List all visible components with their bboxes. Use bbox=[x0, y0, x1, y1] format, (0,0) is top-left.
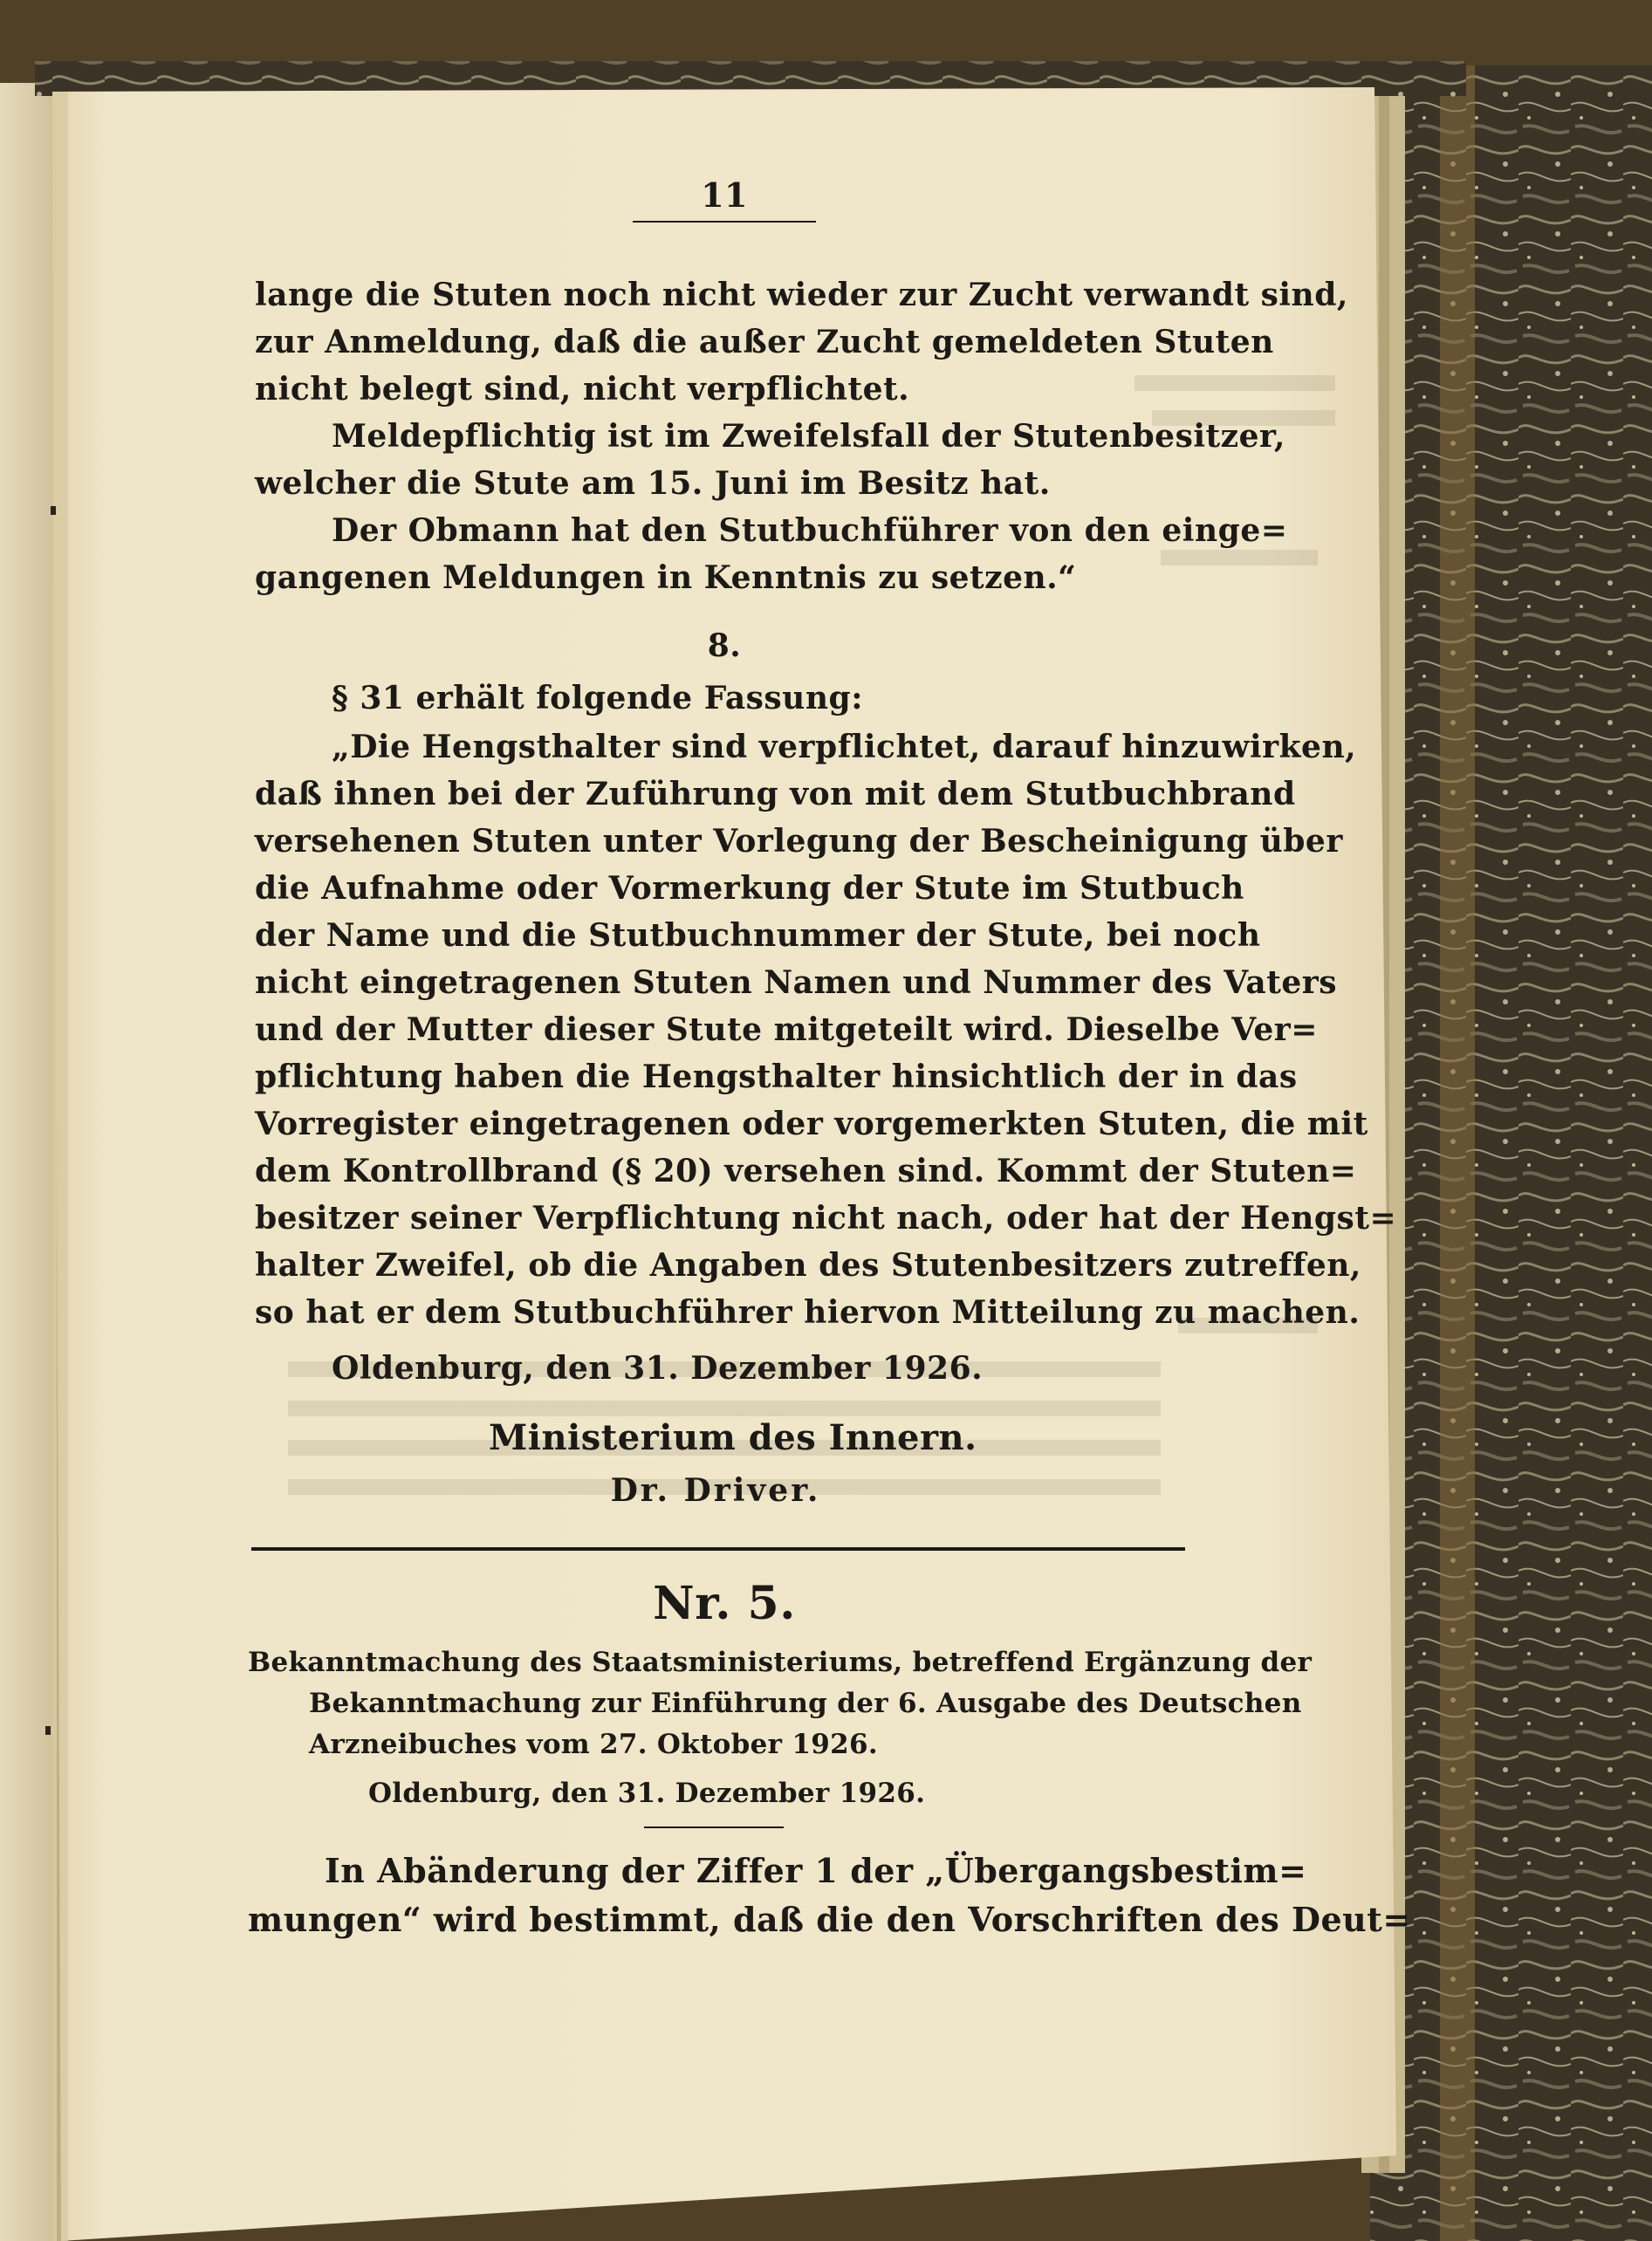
text-line: so hat er dem Stutbuchführer hiervon Mitteilung zu machen. bbox=[255, 1294, 1361, 1331]
text-line: pflichtung haben die Hengsthalter hinsichtlich der in das bbox=[255, 1059, 1298, 1095]
text-line: halter Zweifel, ob die Angaben des Stutenbesitzers zutreffen, bbox=[255, 1247, 1361, 1284]
announcement-date: Oldenburg, den 31. Dezember 1926. bbox=[368, 1778, 926, 1809]
place-date: Oldenburg, den 31. Dezember 1926. bbox=[332, 1350, 984, 1387]
text-line: daß ihnen bei der Zuführung von mit dem Stutbuchbrand bbox=[255, 776, 1296, 812]
ministry-name: Ministerium des Innern. bbox=[489, 1417, 977, 1458]
text-line: besitzer seiner Verpflichtung nicht nach, oder hat der Hengst= bbox=[255, 1200, 1397, 1237]
section-divider bbox=[251, 1547, 1185, 1551]
text-line: Vorregister eingetragenen oder vorgemerkten Stuten, die mit bbox=[255, 1106, 1368, 1142]
text-line: der Name und die Stutbuchnummer der Stute, bei noch bbox=[255, 917, 1261, 954]
section-intro: § 31 erhält folgende Fassung: bbox=[332, 680, 863, 716]
signature: Dr. Driver. bbox=[610, 1472, 821, 1509]
section-number: 8. bbox=[707, 627, 742, 664]
page-number: 11 bbox=[701, 175, 748, 215]
text-line: gangenen Meldungen in Kenntnis zu setzen.“ bbox=[255, 559, 1077, 596]
text-line: zur Anmeldung, daß die außer Zucht gemeldeten Stuten bbox=[255, 324, 1274, 360]
nr-heading: Nr. 5. bbox=[653, 1577, 796, 1630]
announcement-line: Arzneibuches vom 27. Oktober 1926. bbox=[309, 1729, 878, 1760]
text-line: Meldepflichtig ist im Zweifelsfall der Stutenbesitzer, bbox=[332, 418, 1285, 455]
text-line: dem Kontrollbrand (§ 20) versehen sind. Kommt der Stuten= bbox=[255, 1153, 1357, 1189]
text-line: mungen“ wird bestimmt, daß die den Vorschriften des Deut= bbox=[248, 1900, 1411, 1939]
text-line: und der Mutter dieser Stute mitgeteilt wird. Dieselbe Ver= bbox=[255, 1011, 1318, 1048]
text-line: In Abänderung der Ziffer 1 der „Übergangsbestim= bbox=[325, 1851, 1307, 1890]
text-line: nicht eingetragenen Stuten Namen und Nummer des Vaters bbox=[255, 964, 1338, 1001]
page-number-rule bbox=[633, 221, 816, 223]
text-line: Der Obmann hat den Stutbuchführer von den einge= bbox=[332, 512, 1288, 549]
announcement-line: Bekanntmachung des Staatsministeriums, betreffend Ergänzung der bbox=[248, 1647, 1313, 1678]
text-line: welcher die Stute am 15. Juni im Besitz hat. bbox=[255, 465, 1051, 502]
text-line: die Aufnahme oder Vormerkung der Stute im Stutbuch bbox=[255, 870, 1244, 907]
text-line: „Die Hengsthalter sind verpflichtet, darauf hinzuwirken, bbox=[332, 729, 1357, 765]
text-line: nicht belegt sind, nicht verpflichtet. bbox=[255, 371, 910, 408]
short-rule bbox=[644, 1826, 784, 1828]
announcement-line: Bekanntmachung zur Einführung der 6. Ausgabe des Deutschen bbox=[309, 1688, 1302, 1719]
text-line: versehenen Stuten unter Vorlegung der Bescheinigung über bbox=[255, 823, 1343, 860]
text-line: lange die Stuten noch nicht wieder zur Zucht verwandt sind, bbox=[255, 277, 1348, 313]
